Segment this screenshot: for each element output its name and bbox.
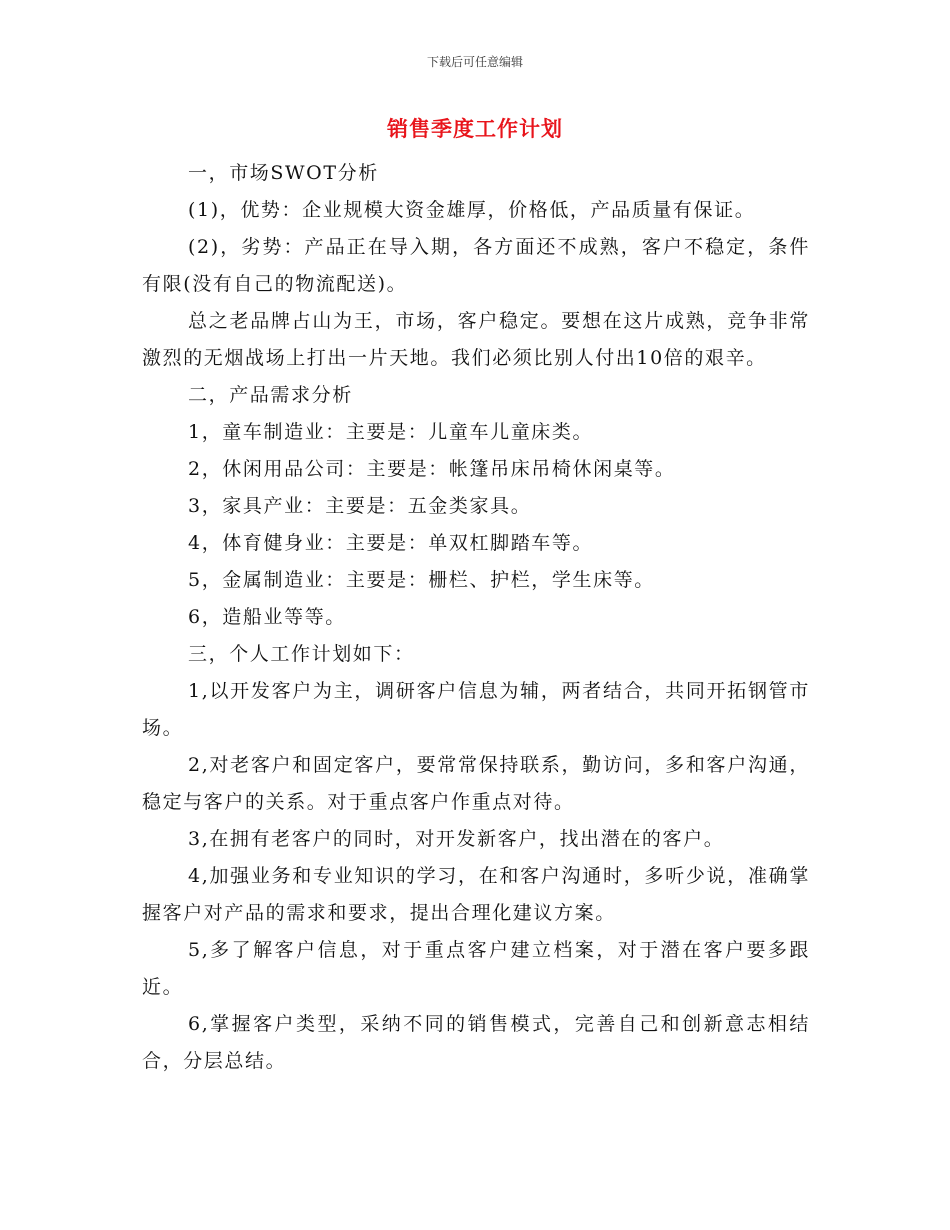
demand-item-6: 6，造船业等等。 <box>188 606 346 628</box>
demand-item-4: 4，体育健身业：主要是：单双杠脚踏车等。 <box>188 532 594 554</box>
section-heading-demand: 二，产品需求分析 <box>188 384 353 406</box>
paragraph-weaknesses: (2)，劣势：产品正在导入期，各方面还不成熟，客户不稳定，条件有限(没有自己的物流配送)。 <box>142 236 810 295</box>
plan-item-1: 1,以开发客户为主，调研客户信息为辅，两者结合，共同开拓钢管市场。 <box>142 680 810 739</box>
page-header: 下载后可任意编辑 <box>426 55 523 69</box>
demand-item-1: 1，童车制造业：主要是：儿童车儿童床类。 <box>188 421 594 443</box>
plan-item-2: 2,对老客户和固定客户，要常常保持联系，勤访问，多和客户沟通，稳定与客户的关系。对于重点客户作重点对待。 <box>142 754 810 813</box>
section-heading-plan: 三，个人工作计划如下： <box>188 643 415 665</box>
document-body <box>142 155 810 1080</box>
demand-item-3: 3，家具产业：主要是：五金类家具。 <box>188 495 532 517</box>
paragraph-strengths: (1)，优势：企业规模大资金雄厚，价格低，产品质量有保证。 <box>188 199 756 221</box>
demand-item-5: 5，金属制造业：主要是：栅栏、护栏，学生床等。 <box>188 569 655 591</box>
plan-item-4: 4,加强业务和专业知识的学习，在和客户沟通时，多听少说，准确掌握客户对产品的需求和要求，提出合理化建议方案。 <box>142 865 810 924</box>
paragraph-summary: 总之老品牌占山为王，市场，客户稳定。要想在这片成熟，竞争非常激烈的无烟战场上打出一片天地。我们必须比别人付出10倍的艰辛。 <box>142 310 810 369</box>
section-heading-swot: 一，市场SWOT分析 <box>188 162 379 184</box>
plan-item-6: 6,掌握客户类型，采纳不同的销售模式，完善自己和创新意志相结合，分层总结。 <box>142 1013 810 1072</box>
demand-item-2: 2，休闲用品公司：主要是：帐篷吊床吊椅休闲桌等。 <box>188 458 676 480</box>
document-title: 销售季度工作计划 <box>387 117 563 141</box>
plan-item-3: 3,在拥有老客户的同时，对开发新客户，找出潜在的客户。 <box>188 828 725 850</box>
plan-item-5: 5,多了解客户信息，对于重点客户建立档案，对于潜在客户要多跟近。 <box>142 939 810 998</box>
